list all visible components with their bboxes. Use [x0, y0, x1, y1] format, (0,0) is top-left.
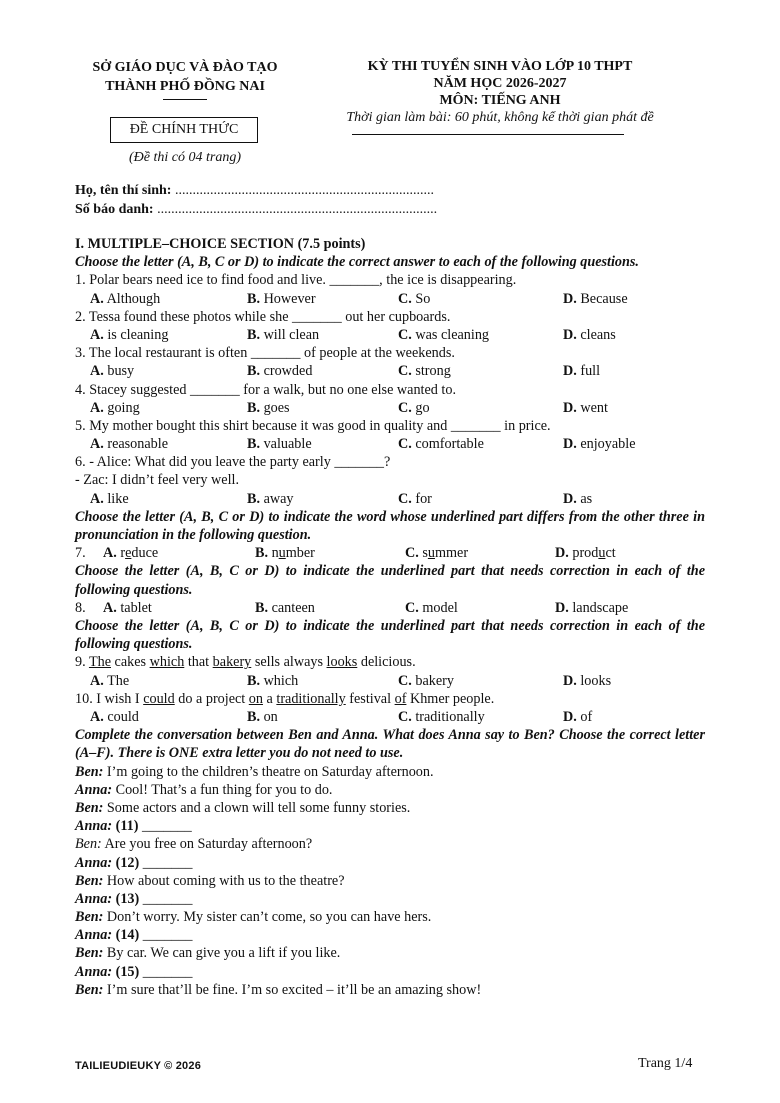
- option-a: A. Although: [90, 290, 161, 307]
- option-d: D. enjoyable: [563, 436, 636, 453]
- dialogue-gap-12: Anna: (12) _______: [75, 854, 193, 871]
- option-c: C. model: [405, 599, 458, 616]
- question-9-options: [75, 672, 705, 690]
- option-c: C. bakery: [398, 672, 454, 689]
- instruction-3: Choose the letter (A, B, C or D) to indicate the underlined part that needs correction in each of the following questions.: [75, 563, 705, 598]
- question-7-options: [75, 544, 705, 562]
- option-b: B. which: [247, 672, 299, 689]
- candidate-name-label: Họ, tên thí sinh:: [75, 183, 172, 198]
- question-1: 1. Polar bears need ice to find food and live. _______, the ice is disappearing.: [75, 272, 517, 289]
- time-divider: [352, 134, 624, 135]
- header-divider: [163, 99, 207, 100]
- option-c: C. strong: [398, 363, 451, 380]
- dialogue-line: Ben: By car. We can give you a lift if you like.: [75, 945, 341, 962]
- question-8-number: 8.: [75, 599, 86, 616]
- dialogue-line: Ben: Are you free on Saturday afternoon?: [75, 836, 313, 853]
- department-line-2: THÀNH PHỐ ĐỒNG NAI: [105, 79, 265, 94]
- section-multiple-choice: [75, 235, 705, 999]
- option-d: D. full: [563, 363, 601, 380]
- option-a: A. like: [90, 490, 129, 507]
- school-year: NĂM HỌC 2026-2027: [433, 76, 567, 91]
- question-5: 5. My mother bought this shirt because it was good in quality and _______ in price.: [75, 417, 551, 434]
- dialogue-line: Ben: How about coming with us to the theatre?: [75, 872, 345, 889]
- option-a: A. is cleaning: [90, 326, 169, 343]
- question-3: 3. The local restaurant is often _______ of people at the weekends.: [75, 345, 455, 362]
- dialogue-gap-11: Anna: (11) _______: [75, 818, 192, 835]
- question-1-options: [75, 290, 705, 308]
- question-2: 2. Tessa found these photos while she _______ out her cupboards.: [75, 308, 451, 325]
- option-d: D. of: [563, 708, 593, 725]
- candidate-id-label: Số báo danh:: [75, 202, 154, 217]
- candidate-id-line: [75, 201, 695, 219]
- question-6-options: [75, 490, 705, 508]
- exam-title: KỲ THI TUYỂN SINH VÀO LỚP 10 THPT: [367, 59, 633, 74]
- question-2-options: [75, 326, 705, 344]
- pages-note: (Đề thi có 04 trang): [129, 150, 241, 165]
- question-10: 10. I wish I could do a project on a traditionally festival of Khmer people.: [75, 690, 495, 707]
- candidate-name-line: [75, 182, 695, 200]
- question-9: 9. The cakes which that bakery sells always looks delicious.: [75, 654, 416, 671]
- option-d: D. went: [563, 399, 608, 416]
- option-b: B. will clean: [247, 326, 320, 343]
- exam-header: [320, 58, 680, 127]
- option-c: C. go: [398, 399, 430, 416]
- instruction-2: Choose the letter (A, B, C or D) to indicate the word whose underlined part differs from the other three in pronunciation in the following question.: [75, 508, 705, 544]
- time-note: Thời gian làm bài: 60 phút, không kể thời gian phát đề: [346, 110, 654, 125]
- question-5-options: [75, 435, 705, 453]
- instruction-5: Complete the conversation between Ben and Anna. What does Anna say to Ben? Choose the correct letter (A–F). There is ONE extra letter you do not need to use.: [75, 727, 705, 762]
- department-line-1: SỞ GIÁO DỤC VÀ ĐÀO TẠO: [92, 60, 278, 75]
- option-a: A. going: [90, 399, 140, 416]
- option-c: C. for: [398, 490, 432, 507]
- option-a: A. reasonable: [90, 436, 169, 453]
- question-4: 4. Stacey suggested _______ for a walk, but no one else wanted to.: [75, 381, 457, 398]
- option-d: D. looks: [563, 672, 612, 689]
- subject: MÔN: TIẾNG ANH: [439, 93, 561, 108]
- option-b: B. away: [247, 490, 294, 507]
- option-c: C. was cleaning: [398, 326, 490, 343]
- question-3-options: [75, 362, 705, 380]
- dialogue-line: Ben: I’m going to the children’s theatre on Saturday afternoon.: [75, 763, 434, 780]
- option-b: B. valuable: [247, 436, 312, 453]
- option-c: C. traditionally: [398, 708, 485, 725]
- dialogue-line: Ben: I’m sure that’ll be fine. I’m so excited – it’ll be an amazing show!: [75, 981, 482, 998]
- option-b: B. crowded: [247, 363, 313, 380]
- footer-brand: TAILIEUDIEUKY © 2026: [75, 1060, 202, 1072]
- option-a: A. tablet: [103, 599, 152, 616]
- instruction-4: Choose the letter (A, B, C or D) to indicate the underlined part that needs correction in each of the following questions.: [75, 618, 705, 653]
- dialogue-gap-15: Anna: (15) _______: [75, 963, 193, 980]
- page-number: Trang 1/4: [638, 1056, 693, 1071]
- question-4-options: [75, 399, 705, 417]
- dialogue-gap-14: Anna: (14) _______: [75, 927, 193, 944]
- option-d: D. as: [563, 490, 593, 507]
- option-a: A. could: [90, 708, 139, 725]
- option-c: C. comfortable: [398, 436, 484, 453]
- question-10-options: [75, 708, 705, 726]
- option-d: D. cleans: [563, 326, 616, 343]
- dialogue-gap-13: Anna: (13) _______: [75, 890, 193, 907]
- option-a: A. reduce: [103, 545, 159, 562]
- option-b: B. goes: [247, 399, 290, 416]
- option-b: B. However: [247, 290, 316, 307]
- option-d: D. product: [555, 545, 616, 562]
- department-header: [70, 58, 300, 100]
- official-exam-box: ĐỀ CHÍNH THỨC: [110, 117, 258, 143]
- dialogue-line: Ben: Some actors and a clown will tell some funny stories.: [75, 799, 411, 816]
- question-6: 6. - Alice: What did you leave the party early _______?: [75, 454, 391, 471]
- option-c: C. So: [398, 290, 431, 307]
- option-b: B. number: [255, 545, 315, 562]
- option-a: A. busy: [90, 363, 135, 380]
- section-title: I. MULTIPLE–CHOICE SECTION (7.5 points): [75, 236, 366, 252]
- dialogue-line: Anna: Cool! That’s a fun thing for you to do.: [75, 781, 333, 798]
- option-d: D. Because: [563, 290, 628, 307]
- option-d: D. landscape: [555, 599, 629, 616]
- dialogue-line: Ben: Don’t worry. My sister can’t come, so you can have hers.: [75, 909, 432, 926]
- question-8-options: [75, 599, 705, 617]
- question-7-number: 7.: [75, 545, 86, 562]
- option-a: A. The: [90, 672, 130, 689]
- candidate-id-dots: ................................................................................: [153, 202, 438, 217]
- option-b: B. on: [247, 708, 278, 725]
- instruction-1: Choose the letter (A, B, C or D) to indicate the correct answer to each of the following questions.: [75, 254, 639, 271]
- option-c: C. summer: [405, 545, 469, 562]
- candidate-name-dots: ..........................................................................: [171, 183, 434, 198]
- question-6-reply: - Zac: I didn’t feel very well.: [75, 472, 240, 489]
- option-b: B. canteen: [255, 599, 315, 616]
